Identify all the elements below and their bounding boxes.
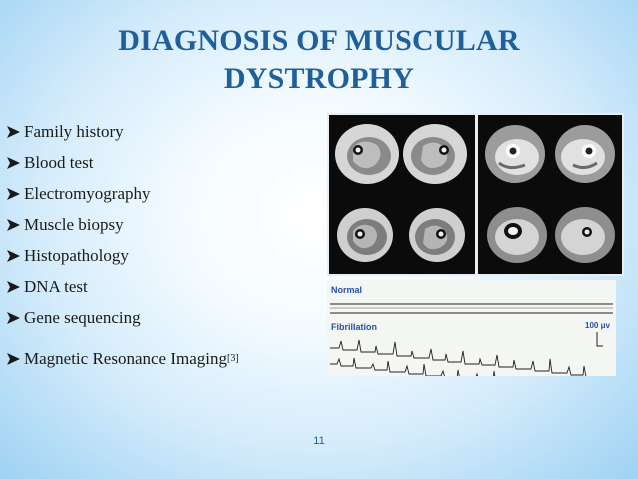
bullet-text: Family history — [24, 122, 124, 141]
emg-label-normal: Normal — [331, 285, 363, 295]
bullet-item — [6, 302, 239, 333]
bullet-item — [6, 116, 239, 147]
arrow-bullet-icon — [6, 280, 21, 294]
bullet-text: Histopathology — [24, 246, 129, 265]
slide-title-line-2: DYSTROPHY — [223, 62, 415, 95]
mri-panel-left — [329, 115, 475, 274]
bullet-text: DNA test — [24, 277, 88, 296]
arrow-bullet-icon — [6, 311, 21, 325]
bullet-text: Magnetic Resonance Imaging — [24, 349, 227, 368]
bullet-item — [6, 271, 239, 302]
slide-title-line-1: DIAGNOSIS OF MUSCULAR — [118, 24, 520, 57]
bullet-text: Gene sequencing — [24, 308, 141, 327]
bullet-list — [6, 116, 239, 374]
page-number: 11 — [313, 435, 325, 447]
bullet-text: Blood test — [24, 153, 94, 172]
bullet-text: Electromyography — [24, 184, 151, 203]
slide-title — [0, 22, 638, 98]
mri-panel-right — [478, 115, 622, 274]
emg-label-fibrillation: Fibrillation — [331, 322, 377, 332]
arrow-bullet-icon — [6, 125, 21, 139]
arrow-bullet-icon — [6, 249, 21, 263]
bullet-item — [6, 147, 239, 178]
bullet-item — [6, 209, 239, 240]
bullet-item — [6, 240, 239, 271]
bullet-item — [6, 178, 239, 209]
bullet-item: Magnetic Resonance Imaging [3] — [6, 343, 239, 374]
arrow-bullet-icon — [6, 218, 21, 232]
arrow-bullet-icon — [6, 187, 21, 201]
bullet-text: Muscle biopsy — [24, 215, 124, 234]
mri-scans-image — [327, 113, 624, 276]
emg-traces-image — [327, 280, 616, 376]
arrow-bullet-icon — [6, 156, 21, 170]
arrow-bullet-icon — [6, 352, 21, 366]
emg-scale-label: 100 μv — [585, 321, 610, 330]
